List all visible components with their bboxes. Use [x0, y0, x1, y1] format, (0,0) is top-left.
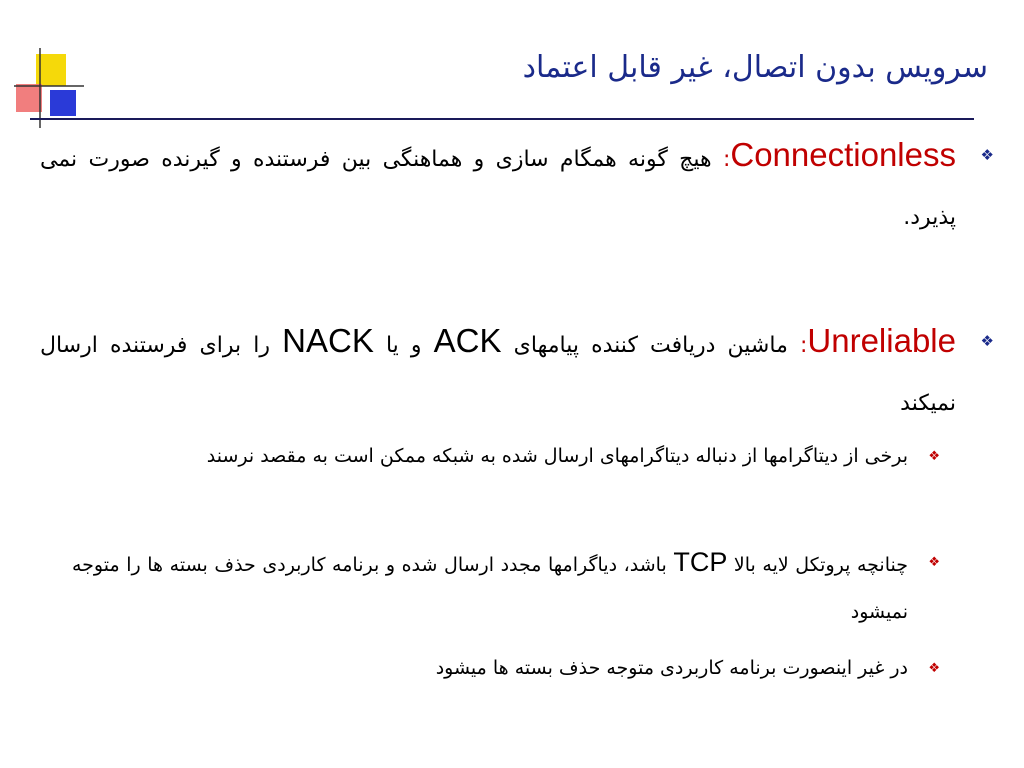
bullet-text-c: را برای فرستنده ارسال نمیکند	[40, 333, 956, 416]
sub-bullet-tcp	[72, 539, 940, 636]
term-unreliable: Unreliable	[807, 322, 956, 359]
red-square	[16, 84, 42, 112]
blue-square	[50, 90, 76, 116]
diamond-cluster-icon: ❖	[928, 555, 940, 570]
term-colon: :	[799, 333, 808, 358]
bullet-unreliable	[40, 312, 994, 433]
ack-label: ACK	[433, 322, 502, 359]
diamond-cluster-icon: ❖	[980, 332, 994, 350]
diamond-cluster-icon: ❖	[980, 146, 994, 164]
diamond-cluster-icon: ❖	[928, 661, 940, 676]
title-divider	[30, 118, 974, 120]
term-colon: :	[722, 147, 731, 172]
sub-bullet-otherwise	[72, 645, 940, 692]
sub-bullet-datagram-loss	[72, 433, 940, 480]
slide-title: سرویس بدون اتصال، غیر قابل اعتماد	[522, 50, 988, 85]
sub-bullet-text-b: باشد، دیاگرامها مجدد ارسال شده و برنامه کاربردی حذف بسته ها را متوجه نمیشود	[72, 554, 908, 623]
tcp-label: TCP	[673, 547, 728, 577]
sub-bullet-text-a: چنانچه پروتکل لایه بالا	[727, 554, 908, 576]
bullet-connectionless	[40, 126, 994, 247]
nack-label: NACK	[282, 322, 374, 359]
sub-bullet-text: برخی از دیتاگرامها از دنباله دیتاگرامهای ارسال شده به شبکه ممکن است به مقصد نرسند	[206, 445, 908, 467]
bullet-text-a: ماشین دریافت کننده پیامهای	[501, 333, 800, 358]
sub-bullet-text: در غیر اینصورت برنامه کاربردی متوجه حذف بسته ها میشود	[435, 657, 908, 679]
diamond-cluster-icon: ❖	[928, 449, 940, 464]
term-connectionless: Connectionless	[730, 136, 956, 173]
bullet-text: هیچ گونه همگام سازی و هماهنگی بین فرستنده و گیرنده صورت نمی پذیرد.	[40, 147, 956, 230]
bullet-text-b: و یا	[373, 333, 434, 358]
corner-squares-logo	[14, 48, 84, 128]
